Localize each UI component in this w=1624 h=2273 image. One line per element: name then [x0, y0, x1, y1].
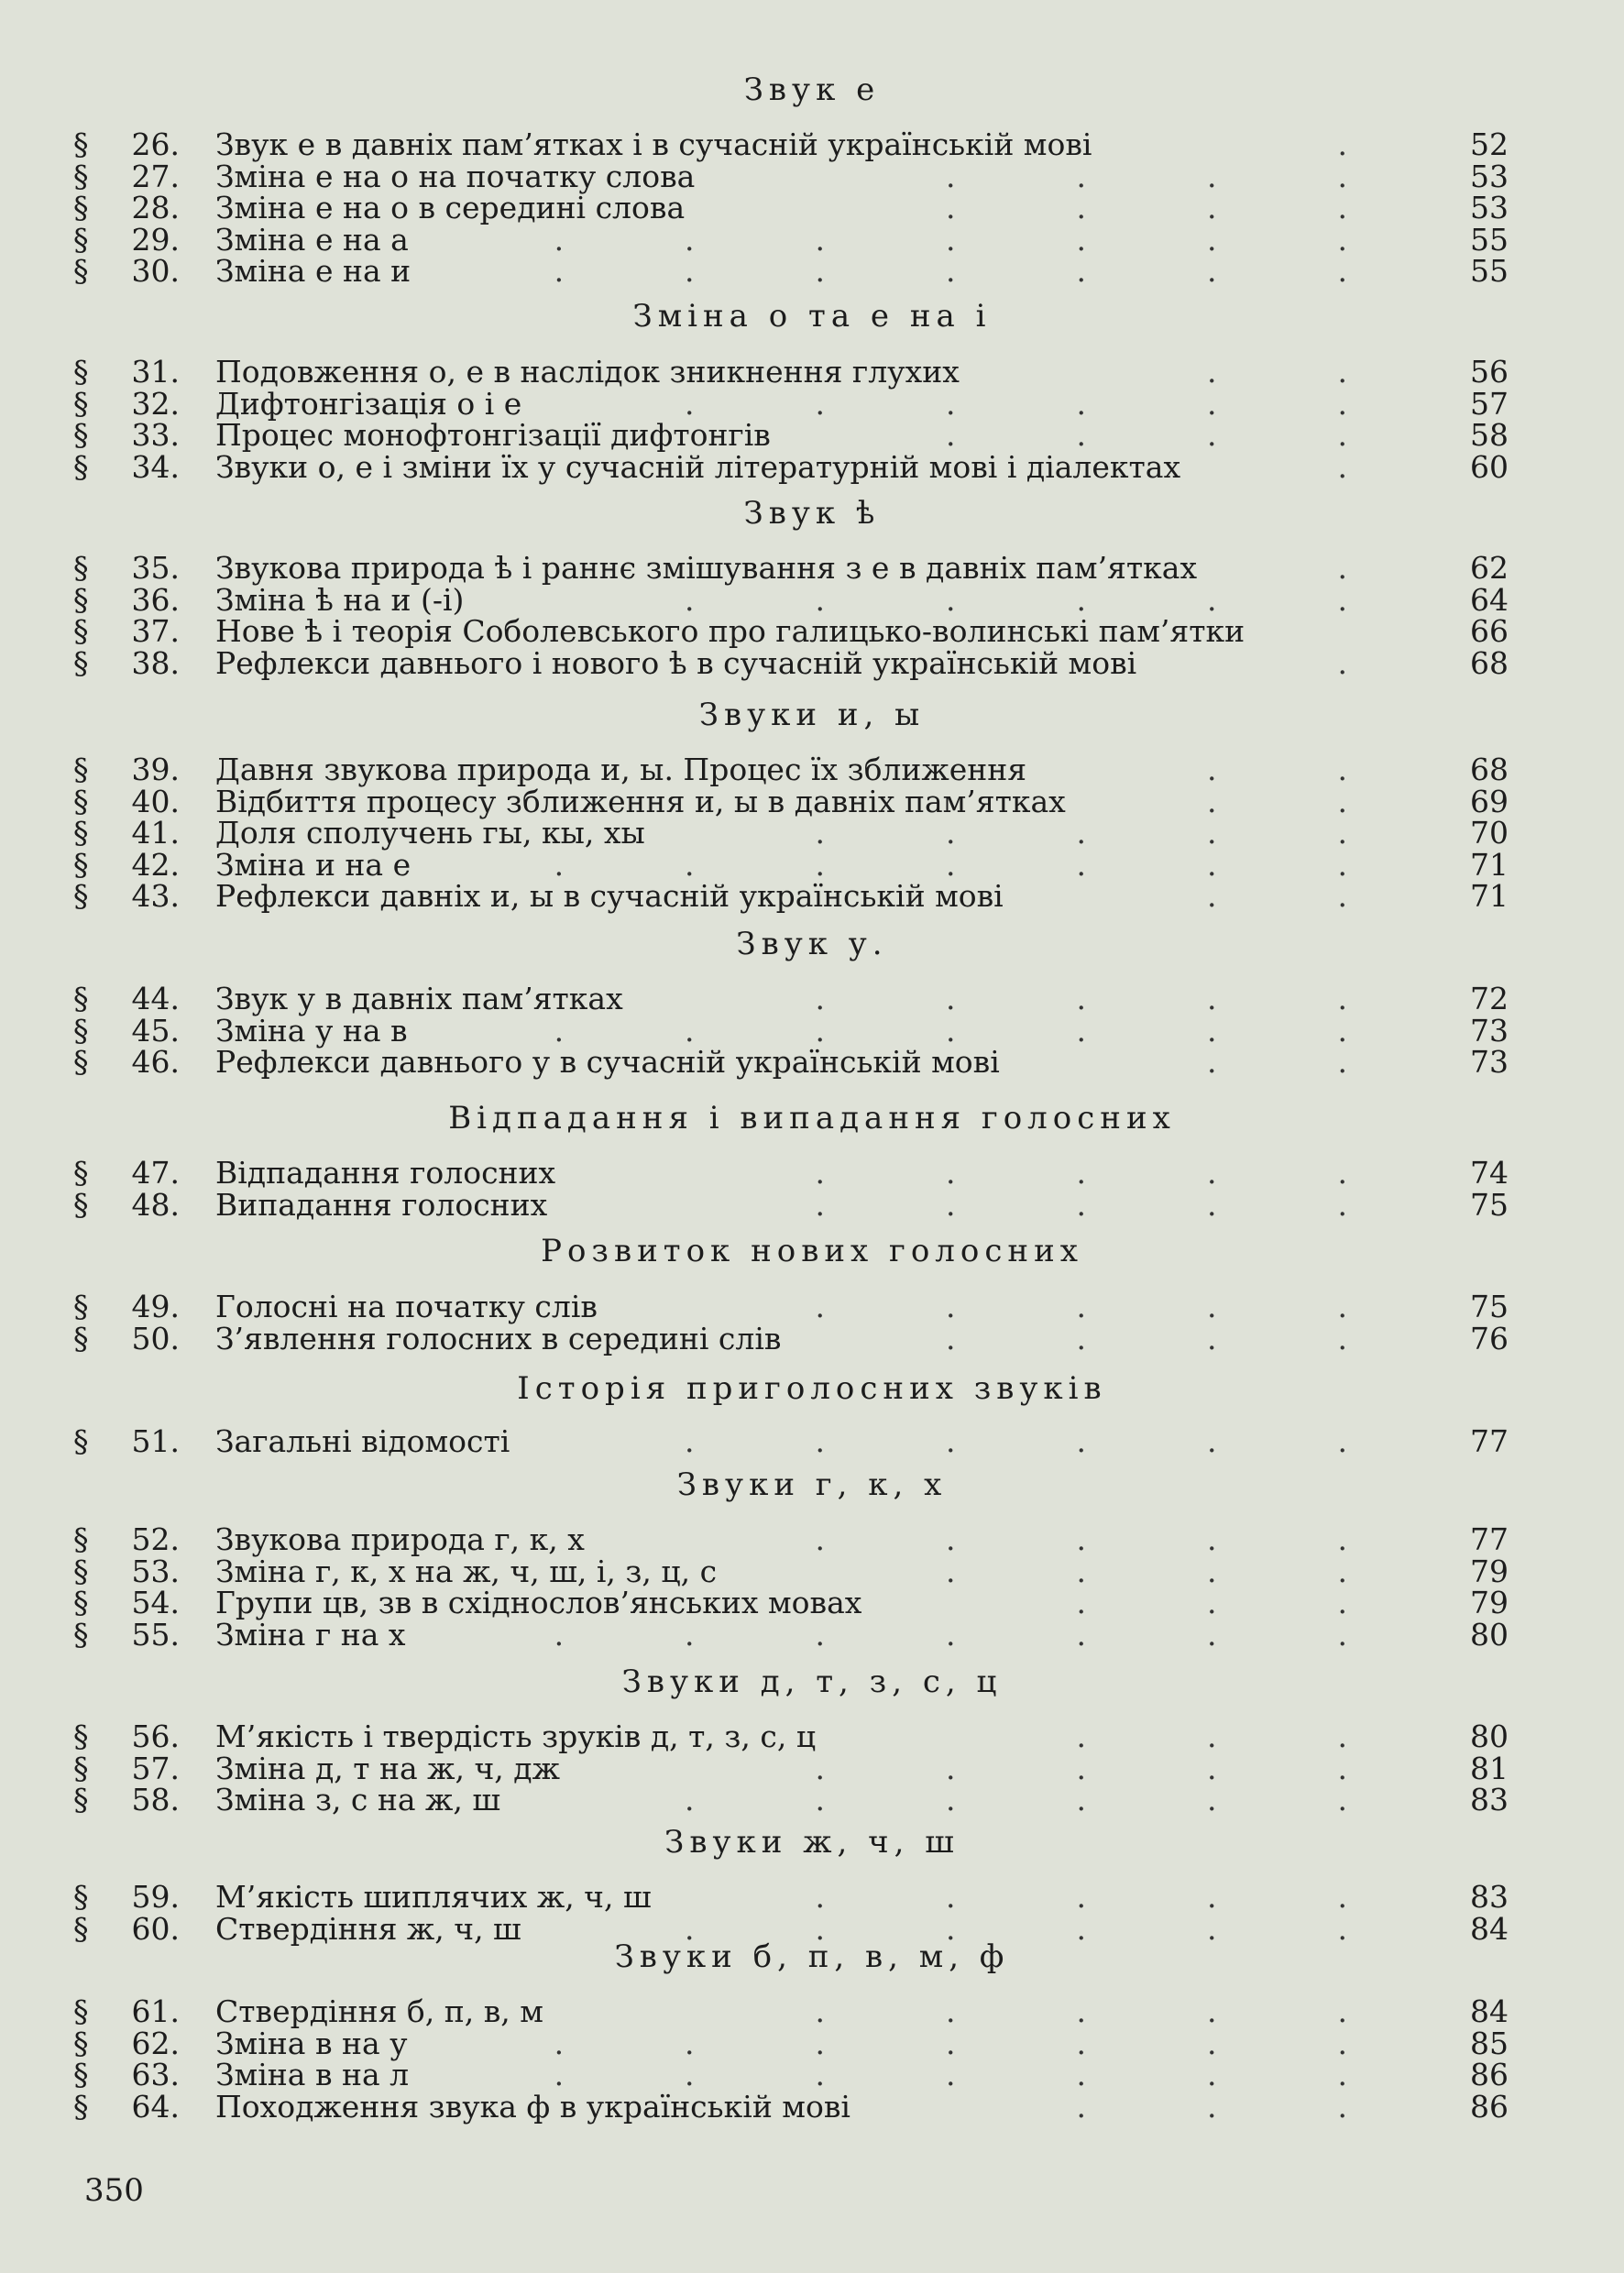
entry-number: 43.	[131, 878, 180, 914]
leader-dots: . . . . . .	[685, 385, 1347, 422]
entry-title: Звукова природа г, к, х	[215, 1521, 585, 1557]
leader-dots: . . . . . . .	[554, 2025, 1347, 2061]
toc-entry[interactable]	[0, 1587, 1624, 1620]
entry-number: 41.	[131, 815, 180, 851]
entry-title: Голосні на початку слів	[215, 1289, 598, 1324]
toc-entry[interactable]	[0, 160, 1624, 193]
leader-dots: . . . . .	[815, 815, 1347, 851]
entry-page: 62	[1470, 550, 1509, 586]
entry-title: Зміна е на и	[215, 253, 411, 289]
leader-dots: . . . . . .	[685, 1782, 1347, 1817]
entry-number: 29.	[131, 221, 180, 258]
entry-title: Звуки о, е і зміни їх у сучасній літературній мові і діалектах	[215, 448, 1181, 485]
entry-title: М’якість шиплячих ж, ч, ш	[215, 1879, 652, 1915]
entry-title: Звук е в давніх пам’ятках і в сучасній українській мові	[215, 126, 1092, 162]
entry-page: 80	[1470, 1718, 1509, 1754]
section-mark: §	[73, 385, 89, 422]
entry-title: Зміна е на а	[215, 221, 409, 258]
section-mark: §	[73, 1320, 89, 1356]
toc-entry[interactable]	[0, 419, 1624, 452]
entry-title: Ствердіння б, п, в, м	[215, 1993, 543, 2029]
toc-entry[interactable]	[0, 1425, 1624, 1458]
section-mark: §	[73, 783, 89, 819]
section-mark: §	[73, 1289, 89, 1324]
entry-page: 68	[1470, 644, 1509, 681]
section-mark: §	[73, 448, 89, 485]
entry-page: 60	[1470, 448, 1509, 485]
entry-number: 59.	[131, 1879, 180, 1915]
leader-dots: . .	[1207, 783, 1347, 819]
leader-dots: . . . .	[946, 190, 1347, 225]
leader-dots: . . . . . . .	[554, 1012, 1347, 1049]
section-mark: §	[73, 1782, 89, 1817]
entry-page: 64	[1470, 581, 1509, 618]
entry-title: Ствердіння ж, ч, ш	[215, 1910, 521, 1947]
section-mark: §	[73, 1910, 89, 1947]
entry-number: 37.	[131, 613, 180, 649]
section-heading: Історія приголосних звуків	[517, 1370, 1107, 1407]
section-mark: §	[73, 354, 89, 390]
entry-page: 68	[1470, 752, 1509, 787]
section-mark: §	[73, 581, 89, 618]
entry-page: 77	[1470, 1423, 1509, 1459]
leader-dots: . . . . . . .	[554, 846, 1347, 883]
entry-page: 73	[1470, 1012, 1509, 1049]
entry-page: 83	[1470, 1879, 1509, 1915]
entry-title: Зміна д, т на ж, ч, дж	[215, 1750, 560, 1786]
leader-dots: .	[1337, 644, 1347, 681]
section-mark: §	[73, 644, 89, 681]
toc-entry[interactable]	[0, 1784, 1624, 1817]
entry-number: 39.	[131, 752, 180, 787]
toc-entry[interactable]	[0, 1616, 1624, 1653]
entry-number: 45.	[131, 1012, 180, 1049]
entry-title: Випадання голосних	[215, 1186, 548, 1223]
entry-page: 73	[1470, 1044, 1509, 1080]
toc-entry[interactable]	[0, 581, 1624, 618]
toc-entry[interactable]	[0, 1046, 1624, 1079]
section-heading: Розвиток нових голосних	[541, 1233, 1083, 1269]
leader-dots: . .	[1207, 354, 1347, 390]
entry-title: Зміна е на о на початку слова	[215, 158, 696, 194]
toc-entry[interactable]	[0, 2059, 1624, 2092]
section-heading: Звуки и, ы	[698, 697, 926, 733]
leader-dots: . . . . .	[815, 1750, 1347, 1786]
leader-dots: . . . . .	[815, 1521, 1347, 1557]
entry-title: Подовження о, е в наслідок зникнення глухих	[215, 354, 960, 390]
entry-title: Відбиття процесу зближення и, ы в давніх пам’ятках	[215, 783, 1066, 819]
section-heading: Звук у.	[736, 926, 888, 962]
entry-page: 75	[1470, 1186, 1509, 1223]
leader-dots: . . .	[1076, 1718, 1347, 1754]
leader-dots: . . . . . . .	[554, 253, 1347, 289]
entry-title: Зміна г на х	[215, 1616, 406, 1653]
section-mark: §	[73, 1553, 89, 1589]
toc-entry[interactable]	[0, 2088, 1624, 2125]
entry-page: 56	[1470, 354, 1509, 390]
entry-page: 84	[1470, 1910, 1509, 1947]
entry-page: 79	[1470, 1585, 1509, 1620]
toc-entry[interactable]	[0, 817, 1624, 850]
leader-dots: . . .	[1076, 1585, 1347, 1620]
entry-number: 58.	[131, 1782, 180, 1817]
entry-number: 53.	[131, 1553, 180, 1589]
leader-dots: . . . . .	[815, 1186, 1347, 1223]
entry-page: 76	[1470, 1320, 1509, 1356]
section-mark: §	[73, 1993, 89, 2029]
entry-number: 62.	[131, 2025, 180, 2061]
entry-title: Процес монофтонгізації дифтонгів	[215, 417, 771, 453]
entry-number: 56.	[131, 1718, 180, 1754]
leader-dots: . . . . .	[815, 1289, 1347, 1324]
leader-dots: . . . .	[946, 158, 1347, 194]
entry-number: 27.	[131, 158, 180, 194]
leader-dots: . . . . .	[815, 1155, 1347, 1191]
entry-title: Зміна и на е	[215, 846, 411, 883]
entry-number: 52.	[131, 1521, 180, 1557]
toc-entry[interactable]	[0, 785, 1624, 818]
toc-entry[interactable]	[0, 1720, 1624, 1753]
toc-entry[interactable]	[0, 983, 1624, 1016]
entry-page: 75	[1470, 1289, 1509, 1324]
entry-page: 57	[1470, 385, 1509, 422]
section-mark: §	[73, 2057, 89, 2092]
toc-entry[interactable]	[0, 1881, 1624, 1914]
entry-number: 35.	[131, 550, 180, 586]
entry-number: 30.	[131, 253, 180, 289]
section-mark: §	[73, 1718, 89, 1754]
section-mark: §	[73, 221, 89, 258]
section-heading: Звук е	[743, 71, 881, 108]
entry-title: Звукова природа ѣ і раннє змішування з е в давніх пам’ятках	[215, 550, 1198, 586]
leader-dots: . .	[1207, 752, 1347, 787]
toc-entry[interactable]	[0, 644, 1624, 681]
section-heading: Звуки г, к, х	[676, 1466, 948, 1503]
section-mark: §	[73, 253, 89, 289]
toc-entry[interactable]	[0, 615, 1624, 648]
toc-entry[interactable]	[0, 552, 1624, 585]
entry-page: 52	[1470, 126, 1509, 162]
entry-page: 83	[1470, 1782, 1509, 1817]
entry-page: 79	[1470, 1553, 1509, 1589]
toc-entry[interactable]	[0, 2027, 1624, 2060]
entry-title: Групи цв, зв в східнослов’янських мовах	[215, 1585, 862, 1620]
entry-number: 51.	[131, 1423, 180, 1459]
entry-number: 38.	[131, 644, 180, 681]
leader-dots: . .	[1207, 878, 1347, 914]
leader-dots: . . . . .	[815, 1993, 1347, 2029]
section-heading: Звуки ж, ч, ш	[664, 1824, 960, 1861]
section-mark: §	[73, 158, 89, 194]
section-mark: §	[73, 417, 89, 453]
entry-page: 72	[1470, 981, 1509, 1016]
section-mark: §	[73, 1423, 89, 1459]
entry-page: 80	[1470, 1616, 1509, 1653]
entry-title: Доля сполучень гы, кы, хы	[215, 815, 645, 851]
entry-number: 31.	[131, 354, 180, 390]
toc-entry[interactable]	[0, 385, 1624, 422]
section-mark: §	[73, 1879, 89, 1915]
section-heading: Звуки б, п, в, м, ф	[614, 1938, 1010, 1975]
toc-entry[interactable]	[0, 192, 1624, 225]
entry-number: 61.	[131, 1993, 180, 2029]
entry-title: Зміна у на в	[215, 1012, 408, 1049]
entry-number: 50.	[131, 1320, 180, 1356]
entry-number: 32.	[131, 385, 180, 422]
entry-title: З’явлення голосних в середині слів	[215, 1320, 782, 1356]
section-mark: §	[73, 2088, 89, 2125]
entry-number: 28.	[131, 190, 180, 225]
entry-page: 58	[1470, 417, 1509, 453]
entry-page: 55	[1470, 253, 1509, 289]
section-mark: §	[73, 846, 89, 883]
section-mark: §	[73, 2025, 89, 2061]
section-heading: Відпадання і випадання голосних	[448, 1100, 1176, 1136]
leader-dots: . . . . . . .	[554, 2057, 1347, 2092]
toc-entry[interactable]	[0, 846, 1624, 883]
section-mark: §	[73, 1585, 89, 1620]
entry-title: Відпадання голосних	[215, 1155, 556, 1191]
entry-page: 86	[1470, 2088, 1509, 2125]
section-mark: §	[73, 878, 89, 914]
toc-entry[interactable]	[0, 448, 1624, 485]
entry-page: 71	[1470, 878, 1509, 914]
section-mark: §	[73, 1186, 89, 1223]
entry-title: Зміна з, с на ж, ш	[215, 1782, 501, 1817]
section-heading: Звук ѣ	[743, 495, 881, 532]
leader-dots: . . . . . . .	[554, 221, 1347, 258]
toc-entry[interactable]	[0, 221, 1624, 258]
section-mark: §	[73, 1012, 89, 1049]
entry-title: Загальні відомості	[215, 1423, 510, 1459]
entry-page: 85	[1470, 2025, 1509, 2061]
entry-page: 55	[1470, 221, 1509, 258]
section-mark: §	[73, 613, 89, 649]
entry-page: 53	[1470, 190, 1509, 225]
toc-entry[interactable]	[0, 1157, 1624, 1190]
section-mark: §	[73, 1044, 89, 1080]
leader-dots: . . .	[1076, 2088, 1347, 2125]
leader-dots: . . . . . .	[685, 581, 1347, 618]
entry-number: 64.	[131, 2088, 180, 2125]
toc-entry[interactable]	[0, 255, 1624, 288]
leader-dots: . . . . .	[815, 1879, 1347, 1915]
entry-number: 57.	[131, 1750, 180, 1786]
leader-dots: .	[1337, 550, 1347, 586]
leader-dots: . . . .	[946, 1320, 1347, 1356]
toc-entry[interactable]	[0, 1752, 1624, 1785]
entry-title: М’якість і твердість зруків д, т, з, с, ц	[215, 1718, 817, 1754]
section-mark: §	[73, 1750, 89, 1786]
entry-number: 26.	[131, 126, 180, 162]
entry-title: Зміна в на л	[215, 2057, 410, 2092]
toc-entry[interactable]	[0, 1290, 1624, 1323]
entry-page: 69	[1470, 783, 1509, 819]
leader-dots: . . . . . . .	[554, 1616, 1347, 1653]
section-heading: Зміна о та е на і	[632, 298, 992, 335]
section-mark: §	[73, 126, 89, 162]
entry-page: 71	[1470, 846, 1509, 883]
entry-number: 60.	[131, 1910, 180, 1947]
section-heading: Звуки д, т, з, с, ц	[621, 1664, 1003, 1700]
toc-entry[interactable]	[0, 1012, 1624, 1049]
toc-entry[interactable]	[0, 1995, 1624, 2028]
entry-page: 70	[1470, 815, 1509, 851]
entry-number: 44.	[131, 981, 180, 1016]
entry-number: 48.	[131, 1186, 180, 1223]
entry-page: 74	[1470, 1155, 1509, 1191]
leader-dots: . .	[1207, 1044, 1347, 1080]
leader-dots: . . . . . .	[685, 1423, 1347, 1459]
toc-entry[interactable]	[0, 128, 1624, 161]
section-mark: §	[73, 981, 89, 1016]
leader-dots: . . . .	[946, 417, 1347, 453]
section-mark: §	[73, 1616, 89, 1653]
section-mark: §	[73, 1155, 89, 1191]
leader-dots: .	[1337, 126, 1347, 162]
entry-number: 47.	[131, 1155, 180, 1191]
entry-title: Зміна ѣ на и (-і)	[215, 581, 465, 618]
section-mark: §	[73, 190, 89, 225]
section-mark: §	[73, 550, 89, 586]
leader-dots: . . . . .	[815, 981, 1347, 1016]
section-mark: §	[73, 815, 89, 851]
entry-number: 36.	[131, 581, 180, 618]
entry-title: Походження звука ф в українській мові	[215, 2088, 850, 2125]
entry-title: Рефлекси давнього у в сучасній українській мові	[215, 1044, 1000, 1080]
entry-number: 63.	[131, 2057, 180, 2092]
entry-page: 81	[1470, 1750, 1509, 1786]
entry-page: 66	[1470, 613, 1509, 649]
entry-page: 77	[1470, 1521, 1509, 1557]
entry-title: Нове ѣ і теорія Соболевського про галицько-волинські пам’ятки	[215, 613, 1245, 649]
leader-dots: . . . . . .	[685, 1910, 1347, 1947]
entry-title: Зміна в на у	[215, 2025, 408, 2061]
entry-title: Зміна г, к, х на ж, ч, ш, і, з, ц, с	[215, 1553, 718, 1589]
leader-dots: . . . .	[946, 1553, 1347, 1589]
entry-number: 34.	[131, 448, 180, 485]
section-mark: §	[73, 1521, 89, 1557]
toc-entry[interactable]	[0, 1523, 1624, 1556]
toc-entry[interactable]	[0, 1186, 1624, 1223]
entry-title: Звук у в давніх пам’ятках	[215, 981, 623, 1016]
toc-entry[interactable]	[0, 1320, 1624, 1356]
entry-title: Давня звукова природа и, ы. Процес їх зближення	[215, 752, 1027, 787]
entry-title: Зміна е на о в середині слова	[215, 190, 686, 225]
entry-page: 53	[1470, 158, 1509, 194]
toc-entry[interactable]	[0, 1555, 1624, 1588]
entry-page: 84	[1470, 1993, 1509, 2029]
entry-title: Рефлекси давніх и, ы в сучасній українській мові	[215, 878, 1004, 914]
page-number: 350	[84, 2172, 144, 2209]
entry-number: 46.	[131, 1044, 180, 1080]
entry-number: 40.	[131, 783, 180, 819]
entry-number: 42.	[131, 846, 180, 883]
entry-title: Рефлекси давнього і нового ѣ в сучасній українській мові	[215, 644, 1137, 681]
leader-dots: .	[1337, 448, 1347, 485]
entry-number: 49.	[131, 1289, 180, 1324]
entry-number: 33.	[131, 417, 180, 453]
entry-title: Дифтонгізація о і е	[215, 385, 522, 422]
entry-number: 55.	[131, 1616, 180, 1653]
entry-page: 86	[1470, 2057, 1509, 2092]
toc-entry[interactable]	[0, 753, 1624, 786]
toc-entry[interactable]	[0, 880, 1624, 913]
entry-number: 54.	[131, 1585, 180, 1620]
toc-entry[interactable]	[0, 356, 1624, 389]
section-mark: §	[73, 752, 89, 787]
